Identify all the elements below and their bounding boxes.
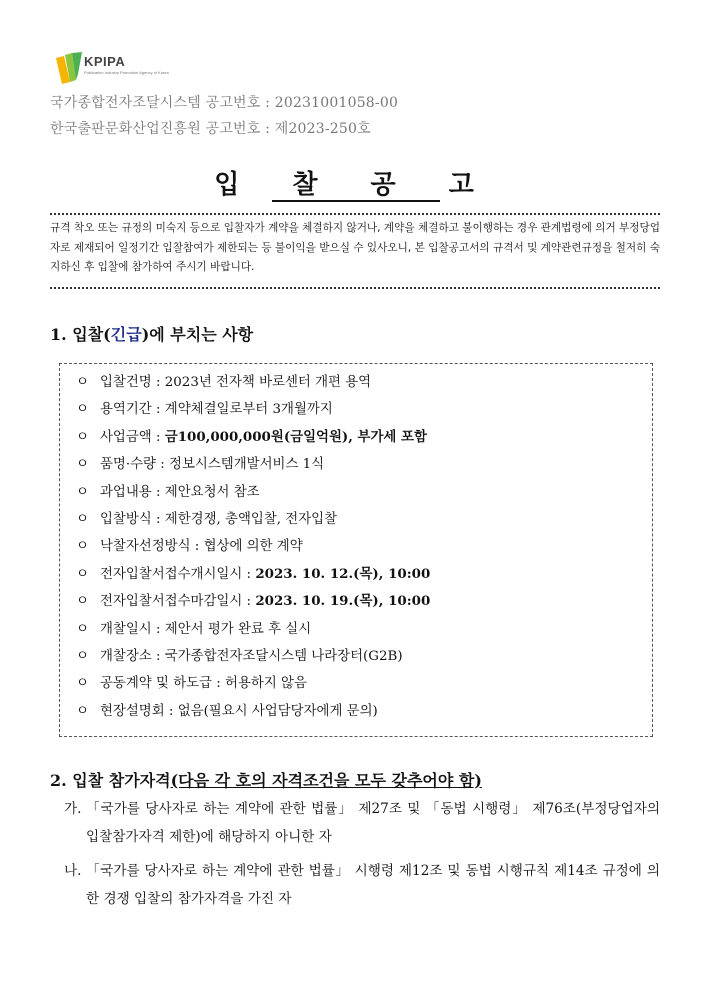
bullet-icon: ㅇ bbox=[76, 457, 89, 473]
bid-detail-item bbox=[76, 645, 403, 664]
bid-detail-item bbox=[76, 700, 378, 719]
bid-detail-value: 2023년 전자책 바로센터 개편 용역 bbox=[164, 375, 372, 390]
bid-detail-item bbox=[76, 672, 307, 691]
bid-detail-item bbox=[76, 371, 371, 390]
section-1-heading-pre: 1. 입찰( bbox=[50, 325, 111, 344]
bid-detail-value: 2023. 10. 12.(목), 10:00 bbox=[255, 565, 431, 582]
logo-text: KPIPA bbox=[84, 54, 126, 69]
bid-detail-value: 제한경쟁, 총액입찰, 전자입찰 bbox=[164, 512, 338, 527]
bid-detail-item bbox=[76, 426, 427, 445]
section-1-heading-emph: 긴급 bbox=[110, 325, 142, 344]
bid-detail-item bbox=[76, 563, 430, 582]
bid-detail-item bbox=[76, 535, 303, 554]
bid-detail-label: 공동계약 및 하도급 : bbox=[100, 676, 226, 692]
bid-detail-label: 전자입찰서접수마감일시 : bbox=[100, 594, 256, 610]
bullet-icon: ㅇ bbox=[76, 649, 89, 664]
qualification-label: 나. bbox=[64, 863, 82, 879]
qualification-text: 「국가를 당사자로 하는 계약에 관한 법률」 시행령 제12조 및 동법 시행규칙 제14조 규정에 의한 경쟁 입찰의 참가자격을 가진 자 bbox=[86, 863, 660, 907]
bid-detail-label: 입찰건명 : bbox=[100, 375, 165, 390]
bid-detail-item bbox=[76, 398, 333, 417]
bullet-icon: ㅇ bbox=[76, 429, 89, 445]
section-2-heading bbox=[50, 768, 482, 791]
bid-detail-value: 없음(필요시 사업담당자에게 문의) bbox=[177, 703, 378, 719]
bid-detail-value: 2023. 10. 19.(목), 10:00 bbox=[255, 593, 431, 610]
bid-detail-label: 낙찰자선정방식 : bbox=[100, 539, 204, 555]
bid-detail-label: 개찰일시 : bbox=[100, 621, 165, 637]
bid-detail-value: 협상에 의한 계약 bbox=[203, 539, 303, 555]
bid-detail-label: 과업내용 : bbox=[100, 484, 165, 500]
divider-dotted bbox=[50, 213, 660, 215]
bullet-icon: ㅇ bbox=[76, 621, 89, 637]
g2b-notice-number: 국가종합전자조달시스템 공고번호 : 20231001058-00 bbox=[50, 95, 399, 111]
section-2-heading-underlined: (다음 각 호의 자격조건을 모두 갖추어야 함) bbox=[170, 771, 482, 790]
bid-detail-value: 금100,000,000원(금일억원), 부가세 포함 bbox=[164, 428, 427, 445]
intro-notice: 규격 착오 또는 규정의 미숙지 등으로 입찰자가 계약을 체결하지 않거나, 계약을 체결하고 불이행하는 경우 관계법령에 의거 부정당업자로 제재되어 일정기간 입찰참여가 제한되는 등 불이익을 받으실 수 있사오니, 본 입찰공고서의 규격서 및 계약관련규정을 철저히 숙지하신 후 입찰에 참가하여 주시기 바랍니다. bbox=[50, 222, 660, 273]
qualification-label: 가. bbox=[64, 801, 82, 817]
qualification-item bbox=[64, 795, 660, 851]
bid-detail-label: 전자입찰서접수개시일시 : bbox=[100, 566, 256, 582]
bid-detail-label: 현장설명회 : bbox=[100, 703, 178, 719]
bid-detail-item bbox=[76, 590, 430, 609]
bid-detail-item bbox=[76, 508, 337, 527]
logo-subtext: Publication Industry Promotion Agency of Korea bbox=[84, 70, 169, 75]
bid-detail-label: 사업금액 : bbox=[100, 429, 165, 445]
bid-detail-value: 제안요청서 참조 bbox=[164, 484, 260, 500]
bullet-icon: ㅇ bbox=[76, 375, 89, 390]
section-2-heading-pre: 2. 입찰 참가자격 bbox=[50, 771, 171, 790]
bid-detail-label: 품명·수량 : bbox=[100, 457, 170, 473]
bullet-icon: ㅇ bbox=[76, 566, 89, 582]
bid-detail-label: 용역기간 : bbox=[100, 402, 165, 418]
bid-detail-label: 입찰방식 : bbox=[100, 512, 165, 527]
qualification-item bbox=[64, 857, 660, 913]
section-1-heading-post: )에 부치는 사항 bbox=[141, 325, 254, 344]
qualification-text: 「국가를 당사자로 하는 계약에 관한 법률」 제27조 및 「동법 시행령」 제76조(부정당업자의 입찰참가자격 제한)에 해당하지 아니한 자 bbox=[86, 801, 660, 845]
bid-detail-item bbox=[76, 618, 311, 637]
bullet-icon: ㅇ bbox=[76, 402, 89, 418]
bullet-icon: ㅇ bbox=[76, 512, 89, 527]
bid-detail-value: 국가종합전자조달시스템 나라장터(G2B) bbox=[164, 649, 403, 664]
divider-dotted bbox=[50, 287, 660, 289]
bullet-icon: ㅇ bbox=[76, 484, 89, 500]
bid-detail-value: 허용하지 않음 bbox=[225, 676, 307, 692]
bid-detail-value: 제안서 평가 완료 후 실시 bbox=[164, 621, 312, 637]
kpipa-notice-number: 한국출판문화산업진흥원 공고번호 : 제2023-250호 bbox=[50, 121, 371, 137]
bullet-icon: ㅇ bbox=[76, 676, 89, 692]
page-title bbox=[0, 164, 710, 201]
bid-detail-label: 개찰장소 : bbox=[100, 649, 165, 664]
bullet-icon: ㅇ bbox=[76, 594, 89, 610]
bullet-icon: ㅇ bbox=[76, 703, 89, 719]
bid-detail-value: 정보시스템개발서비스 1식 bbox=[169, 457, 325, 473]
section-1-heading bbox=[50, 322, 253, 345]
page-title-text: 입 찰 공 고 bbox=[214, 170, 496, 200]
title-underline bbox=[272, 200, 440, 202]
bid-detail-item bbox=[76, 453, 324, 472]
bid-detail-value: 계약체결일로부터 3개월까지 bbox=[164, 402, 333, 418]
bid-detail-item bbox=[76, 481, 260, 500]
bullet-icon: ㅇ bbox=[76, 539, 89, 555]
